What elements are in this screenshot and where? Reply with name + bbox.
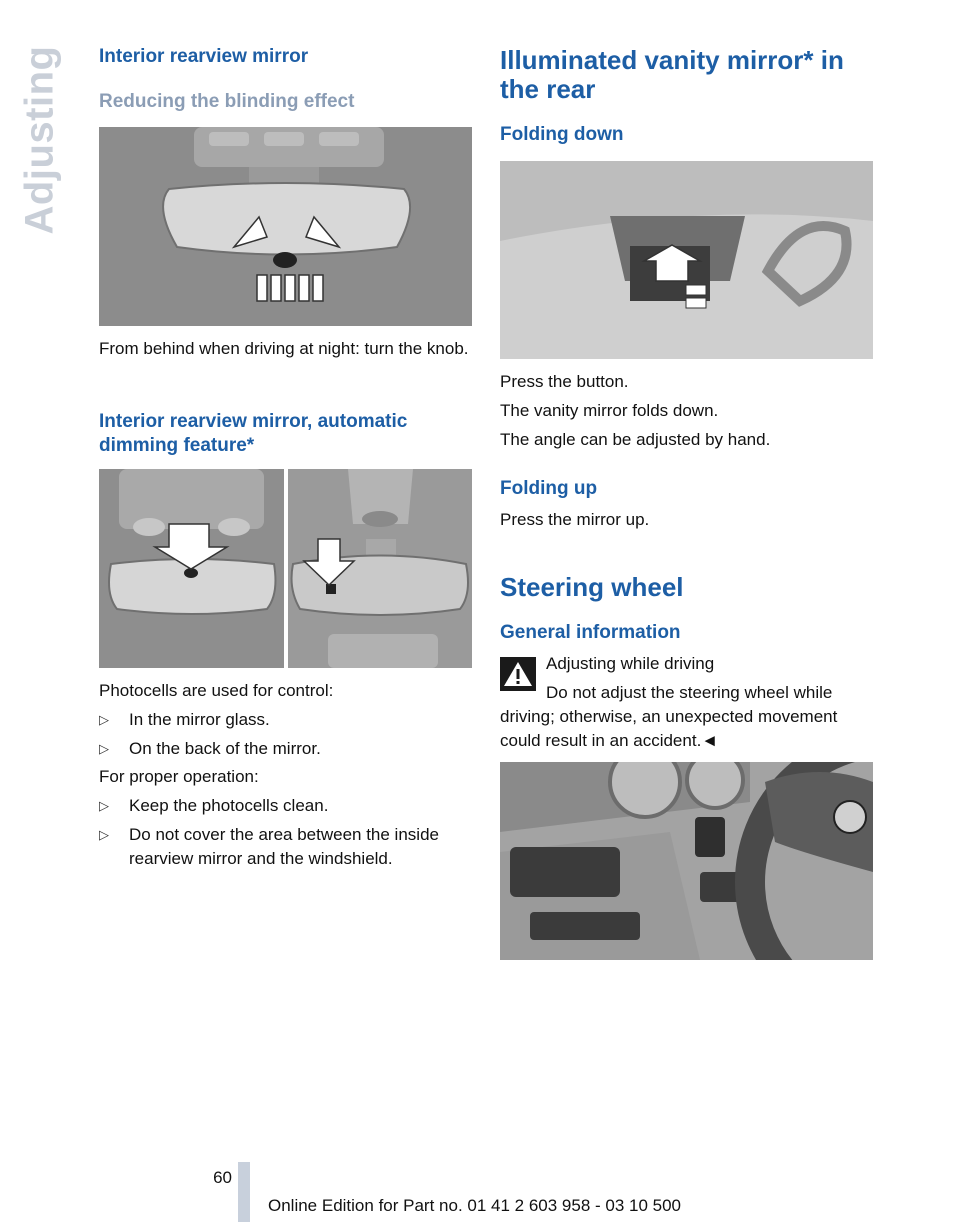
bullet-marker: ▷ — [99, 741, 109, 756]
paragraph-proper-operation: For proper operation: — [99, 767, 259, 786]
paragraph-angle-adjust: The angle can be adjusted by hand. — [500, 430, 771, 449]
warning-body-continued: driving; otherwise, an unexpected movement could result in an accident.◄ — [500, 707, 838, 750]
figure-mirror-knob — [99, 127, 472, 326]
section-heading-vanity-mirror: Illuminated vanity mirror* in the rear — [500, 45, 844, 104]
section-heading-rearview-mirror: Interior rearview mirror — [99, 46, 309, 67]
section-heading-steering-wheel: Steering wheel — [500, 572, 684, 602]
bullet-marker: ▷ — [99, 712, 109, 727]
warning-title: Adjusting while driving — [546, 654, 715, 673]
bullet-marker: ▷ — [99, 798, 109, 813]
list-item — [99, 794, 472, 818]
list-item-text: On the back of the mirror. — [129, 739, 321, 758]
page-number: 60 — [213, 1168, 232, 1187]
paragraph-photocells-control: Photocells are used for control: — [99, 681, 334, 700]
list-item-text: Keep the photocells clean. — [129, 796, 329, 815]
figure-vanity-mirror — [500, 161, 873, 359]
footer-divider — [238, 1162, 250, 1222]
subheading-folding-up: Folding up — [500, 478, 598, 499]
paragraph-mirror-folds-down: The vanity mirror folds down. — [500, 401, 719, 420]
bullet-marker: ▷ — [99, 827, 109, 842]
paragraph-turn-knob: From behind when driving at night: turn the knob. — [99, 339, 469, 358]
subheading-blinding-effect: Reducing the blinding effect — [99, 91, 355, 112]
chapter-title: Adjusting — [17, 45, 62, 235]
warning-body-line-1: Do not adjust the steering wheel while — [546, 683, 833, 702]
list-item-text: Do not cover the area between the inside rearview mirror and the windshield. — [129, 825, 439, 868]
list-item — [99, 737, 472, 761]
figure-steering-wheel — [500, 762, 873, 960]
figure-photocell-front — [99, 469, 284, 668]
paragraph-press-button: Press the button. — [500, 372, 629, 391]
footer-edition-text: Online Edition for Part no. 01 41 2 603 958 - 03 10 500 — [268, 1196, 682, 1215]
list-item-text: In the mirror glass. — [129, 710, 270, 729]
subheading-automatic-dimming: Interior rearview mirror, automatic dimming feature* — [99, 411, 408, 456]
list-item — [99, 708, 472, 732]
chapter-side-tab — [14, 40, 66, 240]
list-item — [99, 823, 472, 871]
paragraph-press-mirror-up: Press the mirror up. — [500, 510, 650, 529]
subheading-folding-down: Folding down — [500, 124, 624, 145]
figure-photocell-back — [288, 469, 472, 668]
warning-icon — [500, 657, 536, 691]
subheading-general-information: General information — [500, 622, 681, 643]
